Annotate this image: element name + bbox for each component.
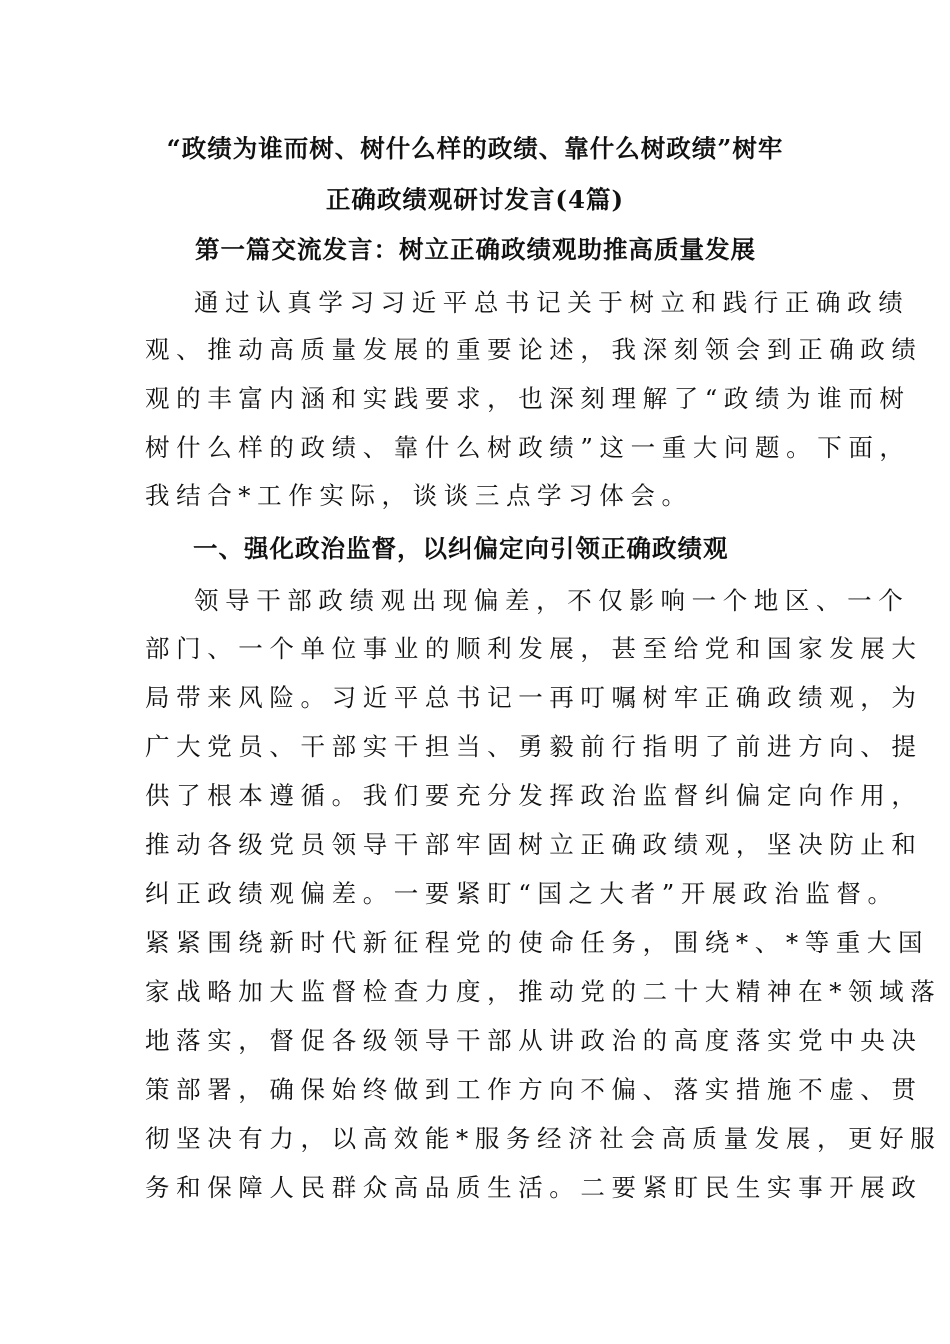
body-line: 紧紧围绕新时代新征程党的使命任务，围绕*、*等重大国 (145, 928, 930, 957)
intro-line: 我结合*工作实际，谈谈三点学习体会。 (145, 481, 693, 510)
body-line: 局带来风险。习近平总书记一再叮嘱树牢正确政绩观，为 (145, 683, 923, 712)
intro-line: 树什么样的政绩、靠什么树政绩”这一重大问题。下面， (145, 433, 911, 462)
intro-line: 通过认真学习习近平总书记关于树立和践行正确政绩 (194, 288, 910, 317)
intro-line: 观的丰富内涵和实践要求，也深刻理解了“政绩为谁而树 (145, 384, 911, 413)
body-line: 家战略加大监督检查力度，推动党的二十大精神在*领域落 (145, 977, 942, 1006)
body-line: 供了根本遵循。我们要充分发挥政治监督纠偏定向作用， (145, 781, 923, 810)
body-line: 纠正政绩观偏差。一要紧盯“国之大者”开展政治监督。 (145, 879, 899, 908)
body-line: 领导干部政绩观出现偏差，不仅影响一个地区、一个 (194, 586, 910, 615)
body-line: 策部署，确保始终做到工作方向不偏、落实措施不虚、贯 (145, 1075, 923, 1104)
subheading: 一、强化政治监督，以纠偏定向引领正确政绩观 (193, 534, 729, 563)
body-line: 推动各级党员领导干部牢固树立正确政绩观，坚决防止和 (145, 830, 923, 859)
section-title: 第一篇交流发言：树立正确政绩观助推高质量发展 (195, 235, 756, 264)
document-title-line-2: 正确政绩观研讨发言(4篇) (325, 185, 625, 214)
document-title-line-1: “政绩为谁而树、树什么样的政绩、靠什么树政绩”树牢 (166, 134, 784, 163)
body-line: 务和保障人民群众高品质生活。二要紧盯民生实事开展政 (145, 1173, 923, 1202)
body-line: 部门、一个单位事业的顺利发展，甚至给党和国家发展大 (145, 634, 923, 663)
body-line: 地落实，督促各级领导干部从讲政治的高度落实党中央决 (145, 1026, 923, 1055)
body-line: 广大党员、干部实干担当、勇毅前行指明了前进方向、提 (145, 732, 923, 761)
body-line: 彻坚决有力，以高效能*服务经济社会高质量发展，更好服 (145, 1124, 942, 1153)
intro-line: 观、推动高质量发展的重要论述，我深刻领会到正确政绩 (145, 335, 923, 364)
